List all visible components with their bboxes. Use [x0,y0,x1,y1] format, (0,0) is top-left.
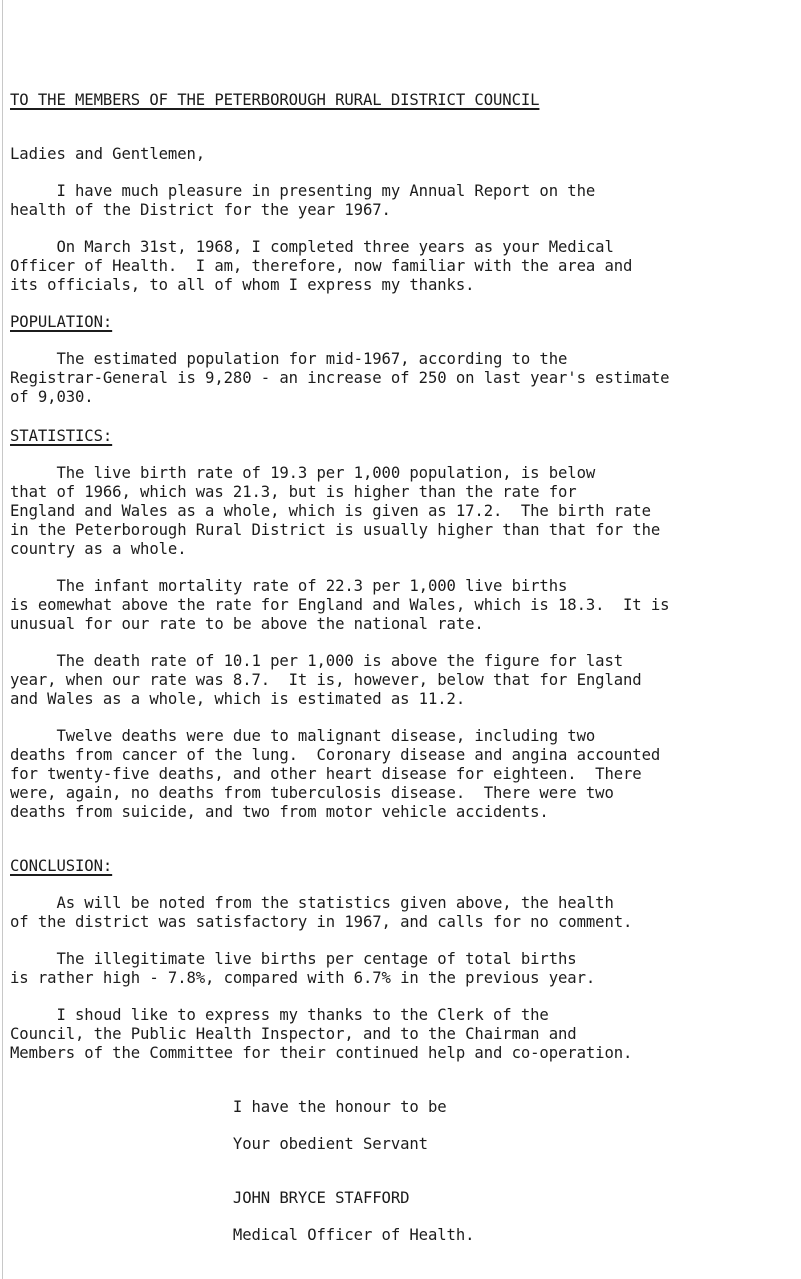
text-line: The illegitimate live births per centage of total births [10,950,577,968]
text-line: in the Peterborough Rural District is usually higher than that for the [10,521,661,539]
text-line: is eomewhat above the rate for England and Wales, which is 18.3. It is [10,596,670,614]
text-line: The infant mortality rate of 22.3 per 1,000 live births [10,577,568,595]
text-line: As will be noted from the statistics given above, the health [10,894,614,912]
text-line: for twenty-five deaths, and other heart disease for eighteen. There [10,765,642,783]
statistics-paragraph-infant-mortality [10,577,790,634]
text-line: its officials, to all of whom I express my thanks. [10,276,475,294]
signatory-title: Medical Officer of Health. [10,1226,475,1244]
statistics-paragraph-birth-rate [10,464,790,559]
conclusion-paragraph-3 [10,1006,790,1063]
text-line: Officer of Health. I am, therefore, now familiar with the area and [10,257,633,275]
closing-servant: Your obedient Servant [10,1135,428,1153]
text-line: The death rate of 10.1 per 1,000 is above the figure for last [10,652,624,670]
intro-paragraph-2 [10,238,790,295]
page-edge-line [2,0,3,1279]
text-line: unusual for our rate to be above the national rate. [10,615,484,633]
statistics-heading: STATISTICS: [10,427,113,445]
text-line: The live birth rate of 19.3 per 1,000 population, is below [10,464,596,482]
text-line: country as a whole. [10,540,187,558]
conclusion-paragraph-1 [10,894,790,932]
text-line: Twelve deaths were due to malignant disease, including two [10,727,596,745]
closing-honour: I have the honour to be [10,1098,447,1116]
statistics-paragraph-death-rate [10,652,790,709]
statistics-paragraph-causes-of-death [10,727,790,822]
report-page [10,91,790,1245]
text-line: were, again, no deaths from tuberculosis disease. There were two [10,784,614,802]
population-heading: POPULATION: [10,313,113,331]
salutation: Ladies and Gentlemen, [10,145,206,163]
closing-block [10,1098,790,1245]
text-line: deaths from suicide, and two from motor vehicle accidents. [10,803,549,821]
text-line: that of 1966, which was 21.3, but is higher than the rate for [10,483,577,501]
conclusion-paragraph-2 [10,950,790,988]
intro-paragraph-1 [10,182,790,220]
text-line: and Wales as a whole, which is estimated as 11.2. [10,690,466,708]
text-line: deaths from cancer of the lung. Coronary disease and angina accounted [10,746,661,764]
text-line: The estimated population for mid-1967, according to the [10,350,568,368]
text-line: I shoud like to express my thanks to the Clerk of the [10,1006,549,1024]
text-line: is rather high - 7.8%, compared with 6.7% in the previous year. [10,969,596,987]
text-line: of 9,030. [10,388,94,406]
text-line: Registrar-General is 9,280 - an increase of 250 on last year's estimate [10,369,670,387]
text-line: year, when our rate was 8.7. It is, however, below that for England [10,671,642,689]
text-line: I have much pleasure in presenting my Annual Report on the [10,182,596,200]
text-line: of the district was satisfactory in 1967, and calls for no comment. [10,913,633,931]
text-line: On March 31st, 1968, I completed three years as your Medical [10,238,614,256]
text-line: Council, the Public Health Inspector, and to the Chairman and [10,1025,577,1043]
population-paragraph [10,350,790,407]
signatory-name: JOHN BRYCE STAFFORD [10,1189,410,1207]
conclusion-heading: CONCLUSION: [10,857,113,875]
text-line: Members of the Committee for their continued help and co-operation. [10,1044,633,1062]
text-line: England and Wales as a whole, which is given as 17.2. The birth rate [10,502,651,520]
report-heading: TO THE MEMBERS OF THE PETERBOROUGH RURAL DISTRICT COUNCIL [10,91,540,109]
text-line: health of the District for the year 1967. [10,201,391,219]
